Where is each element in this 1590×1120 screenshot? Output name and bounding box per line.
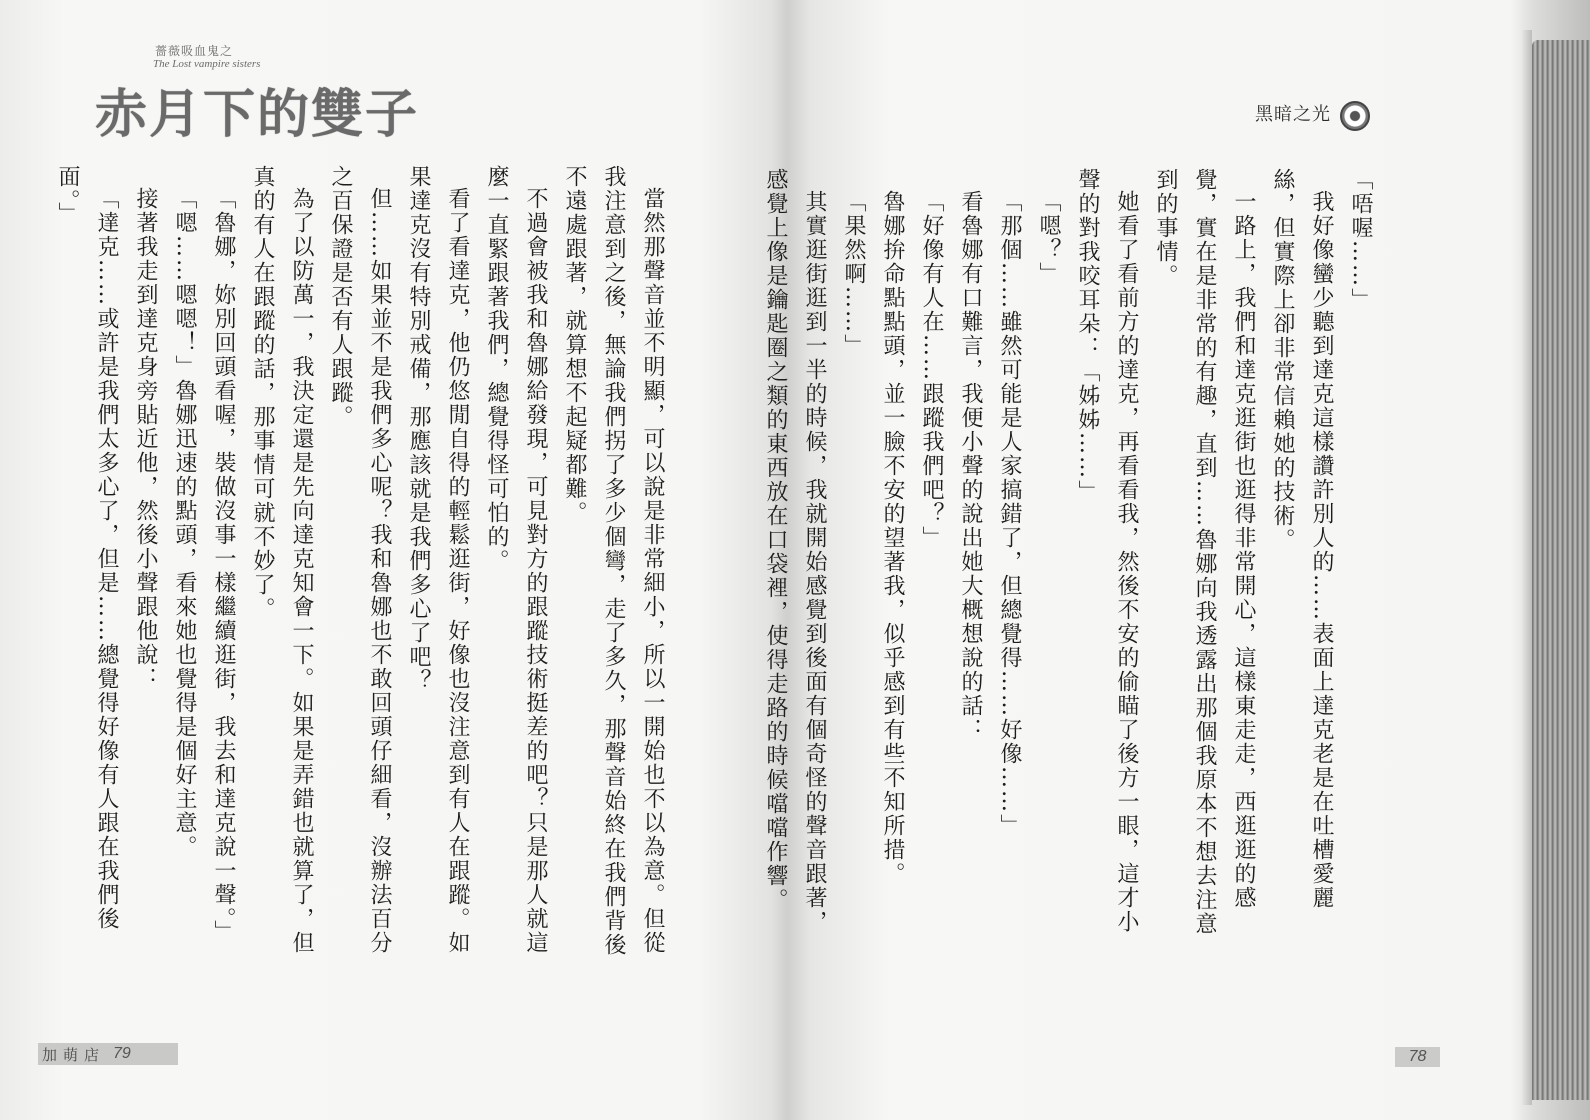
series-english-name: The Lost vampire sisters [153,58,261,70]
book-title: 赤月下的雙子 [95,84,420,145]
paragraph: 看了看達克，他仍悠閒自得的輕鬆逛街，好像也沒注意到有人在跟蹤。如果達克沒有特別戒備，那應該就是我們多心了吧？ [406,165,470,955]
page-number: 78 [1408,1048,1427,1065]
paragraph: 她看了看前方的達克，再看看我，然後不安的偷瞄了後方一眼，這才小聲的對我咬耳朵：「姊姊……」 [1075,168,1139,934]
paragraph: 不過會被我和魯娜給發現，可見對方的跟蹤技術挺差的吧？只是那人就這麼一直緊跟著我們，總覺得怪可怕的。 [484,165,548,955]
page-edge-shadow [1522,30,1532,1105]
paragraph: 「果然啊……」 [841,190,866,358]
chapter-title: 黑暗之光 [1255,104,1331,125]
series-name: 薔薇吸血鬼之 [155,44,234,58]
chapter-header [1255,100,1370,130]
paragraph: 但……如果並不是我們多心呢？我和魯娜也不敢回頭仔細看，沒辦法百分之百保證是否有人跟蹤。 [328,165,392,955]
paragraph: 一路上，我們和達克逛街也逛得非常開心，這樣東走走，西逛逛的感覺，實在是非常的有趣，直到……魯娜向我透露出那個我原本不想去注意到的事情。 [1153,168,1256,936]
right-page-footer [1395,1047,1440,1067]
paragraph: 「唔喔……」 [1348,168,1373,312]
paragraph: 「那個……雖然可能是人家搞錯了，但總覺得……好像……」 [997,190,1022,838]
paragraph: 我好像蠻少聽到達克這樣讚許別人的……表面上達克老是在吐槽愛麗絲，但實際上卻非常信賴她的技術。 [1270,168,1334,910]
paragraph: 其實逛街逛到一半的時候，我就開始感覺到後面有個奇怪的聲音跟著，感覺上像是鑰匙圈之類的東西放在口袋裡，使得走路的時候噹噹作響。 [763,168,827,934]
paragraph: 魯娜拚命點點頭，並一臉不安的望著我，似乎感到有些不知所措。 [880,190,905,886]
left-page-footer [38,1043,178,1065]
paragraph: 「達克……或許是我們太多心了，但是……總覺得好像有人跟在我們後面。」 [55,165,119,931]
right-page-text [763,168,1380,948]
paragraph: 當然那聲音並不明顯，可以說是非常細小，所以一開始也不以為意。但從我注意到之後，無論我們拐了多少個彎，走了多久，那聲音始終在我們背後不遠處跟著，就算想不起疑都難。 [562,165,665,957]
paragraph: 「嗯……嗯嗯！」魯娜迅速的點頭，看來她也覺得是個好主意。 [172,187,197,859]
left-page-text [55,165,672,965]
paragraph: 為了以防萬一，我決定還是先向達克知會一下。如果是弄錯也就算了，但真的有人在跟蹤的話，那事情可就不妙了。 [250,165,314,955]
paragraph: 「嗯？」 [1036,190,1061,286]
paragraph: 「魯娜，妳別回頭看喔，裝做沒事一樣繼續逛街，我去和達克說一聲。」 [211,187,236,944]
book-header [95,42,420,145]
paragraph: 「好像有人在……跟蹤我們吧？」 [919,190,944,550]
footer-shop-name: 加萌店 [42,1045,106,1064]
paragraph: 接著我走到達克身旁貼近他，然後小聲跟他說： [133,187,158,691]
chapter-emblem-icon [1340,101,1370,131]
page-edges [1532,40,1590,1100]
page-number: 79 [113,1045,131,1062]
paragraph: 看魯娜有口難言，我便小聲的說出她大概想說的話： [958,190,983,742]
